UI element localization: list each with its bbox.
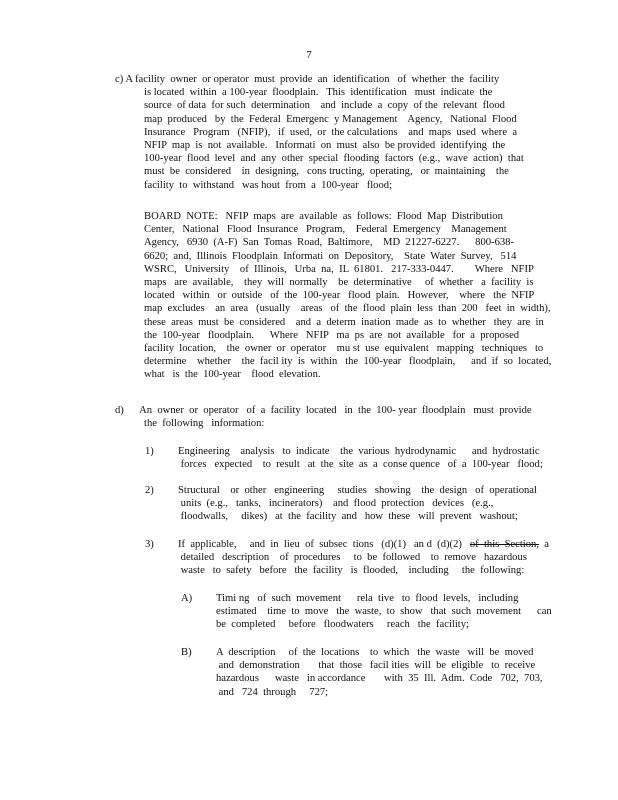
item-a-body: [216, 592, 552, 632]
item-3-line: waste to safety before the facility is flooded, including the following:: [178, 565, 525, 577]
item-a-line: estimated time to move the waste, to show that such movement can: [216, 606, 552, 618]
item-a-label: A): [181, 593, 193, 604]
board-note-line: facility location, the owner or operator mu st use equivalent mapping techniques to: [144, 343, 544, 355]
item-b-line: A description of the locations to which the waste will be moved: [216, 647, 534, 658]
section-d-label: d): [115, 405, 124, 416]
board-note-line: 6620; and, Illinois Floodplain Informati on Depository, State Water Survey, 514: [144, 250, 517, 262]
section-c-line: facility to withstand was hout from a 100-year flood;: [144, 179, 393, 191]
section-d-first-text: An owner or operator of a facility located in the 100- year floodplain must provide: [139, 405, 532, 416]
section-c-line: NFIP map is not available. Informati on must also be provided identifying the: [144, 140, 506, 152]
item-2-line: floodwalls, dikes) at the facility and how these will prevent washout;: [178, 511, 518, 523]
board-note-line: what is the 100-year flood elevation.: [144, 369, 321, 381]
item-3-text-after: a: [539, 539, 549, 550]
board-note-line: BOARD NOTE: NFIP maps are available as follows: Flood Map Distribution: [144, 211, 503, 222]
board-note-line: map excludes an area (usually areas of the flood plain less than 200 feet in width),: [144, 303, 551, 315]
section-c-body: [115, 86, 545, 192]
item-a-line: Timi ng of such movement rela tive to flood levels, including: [216, 593, 519, 604]
struck-text: of this Section,: [469, 539, 539, 550]
section-c: [115, 73, 545, 192]
item-2-label: 2): [145, 485, 154, 496]
item-1-line: forces expected to result at the site as a conse quence of a 100-year flood;: [178, 459, 543, 471]
board-note-line: maps are available, they will normally be determinative of whether a facility is: [144, 277, 534, 289]
section-c-line: is located within a 100-year floodplain. This identification must indicate the: [144, 87, 493, 99]
item-1-body: [178, 445, 543, 471]
board-note-line: determine whether the facil ity is within the 100-year floodplain, and if so located,: [144, 356, 552, 368]
item-3-line: detailed description of procedures to be followed to remove hazardous: [178, 552, 527, 564]
board-note-line: the 100-year floodplain. Where NFIP ma ps are not available for a proposed: [144, 329, 520, 341]
section-c-line: Insurance Program (NFIP), if used, or the calculations and maps used where a: [144, 126, 518, 138]
item-2-body: [178, 484, 538, 524]
section-d: [115, 404, 545, 430]
section-d-first-line: [115, 404, 545, 417]
section-c-first-line: [115, 73, 545, 86]
item-b-body: [216, 646, 546, 699]
item-b-line: and 724 through 727;: [216, 686, 329, 698]
item-b-label: B): [181, 647, 192, 658]
section-d-line: the following information:: [144, 418, 265, 430]
item-3-text-before: If applicable, and in lieu of subsec tions (d)(1) an d (d)(2): [178, 539, 470, 550]
item-b-line: and demonstration that those facil ities will be eligible to receive: [216, 660, 536, 672]
section-c-first-text: A facility owner or operator must provide an identification of whether the facility: [125, 74, 500, 85]
item-a-line: be completed before floodwaters reach the facility;: [216, 619, 469, 631]
section-c-label: c): [115, 74, 124, 85]
page-number: 7: [306, 49, 312, 61]
board-note-line: Center, National Flood Insurance Program, Federal Emergency Management: [144, 224, 507, 236]
section-c-line: source of data for such determination and include a copy of the relevant flood: [144, 100, 505, 112]
section-c-line: map produced by the Federal Emergenc y Management Agency, National Flood: [144, 113, 517, 125]
item-b-line: hazardous waste in accordance with 35 Ill. Adm. Code 702, 703,: [216, 673, 543, 685]
item-3-first-line: [178, 538, 549, 551]
item-2-line: units (e.g., tanks, incinerators) and flood protection devices (e.g.,: [178, 498, 494, 510]
board-note-line: these areas must be considered and a determ ination made as to whether they are in: [144, 316, 544, 328]
item-1-line: Engineering analysis to indicate the various hydrodynamic and hydrostatic: [178, 446, 540, 457]
board-note-line: WSRC, University of Illinois, Urba na, IL 61801. 217-333-0447. Where NFIP: [144, 263, 534, 275]
board-note: [144, 210, 552, 382]
board-note-line: Agency, 6930 (A-F) San Tomas Road, Baltimore, MD 21227-6227. 800-638-: [144, 237, 514, 249]
section-d-body: [115, 417, 545, 430]
item-1-label: 1): [145, 446, 154, 457]
section-c-line: 100-year flood level and any other special flooding factors (e.g., wave action) that: [144, 153, 524, 165]
item-2-line: Structural or other engineering studies showing the design of operational: [178, 485, 537, 496]
item-3-body: [178, 538, 549, 578]
item-3-label: 3): [145, 539, 154, 550]
section-c-line: must be considered in designing, cons tructing, operating, or maintaining the: [144, 166, 509, 178]
board-note-line: located within or outside of the 100-year flood plain. However, where the NFIP: [144, 290, 535, 302]
